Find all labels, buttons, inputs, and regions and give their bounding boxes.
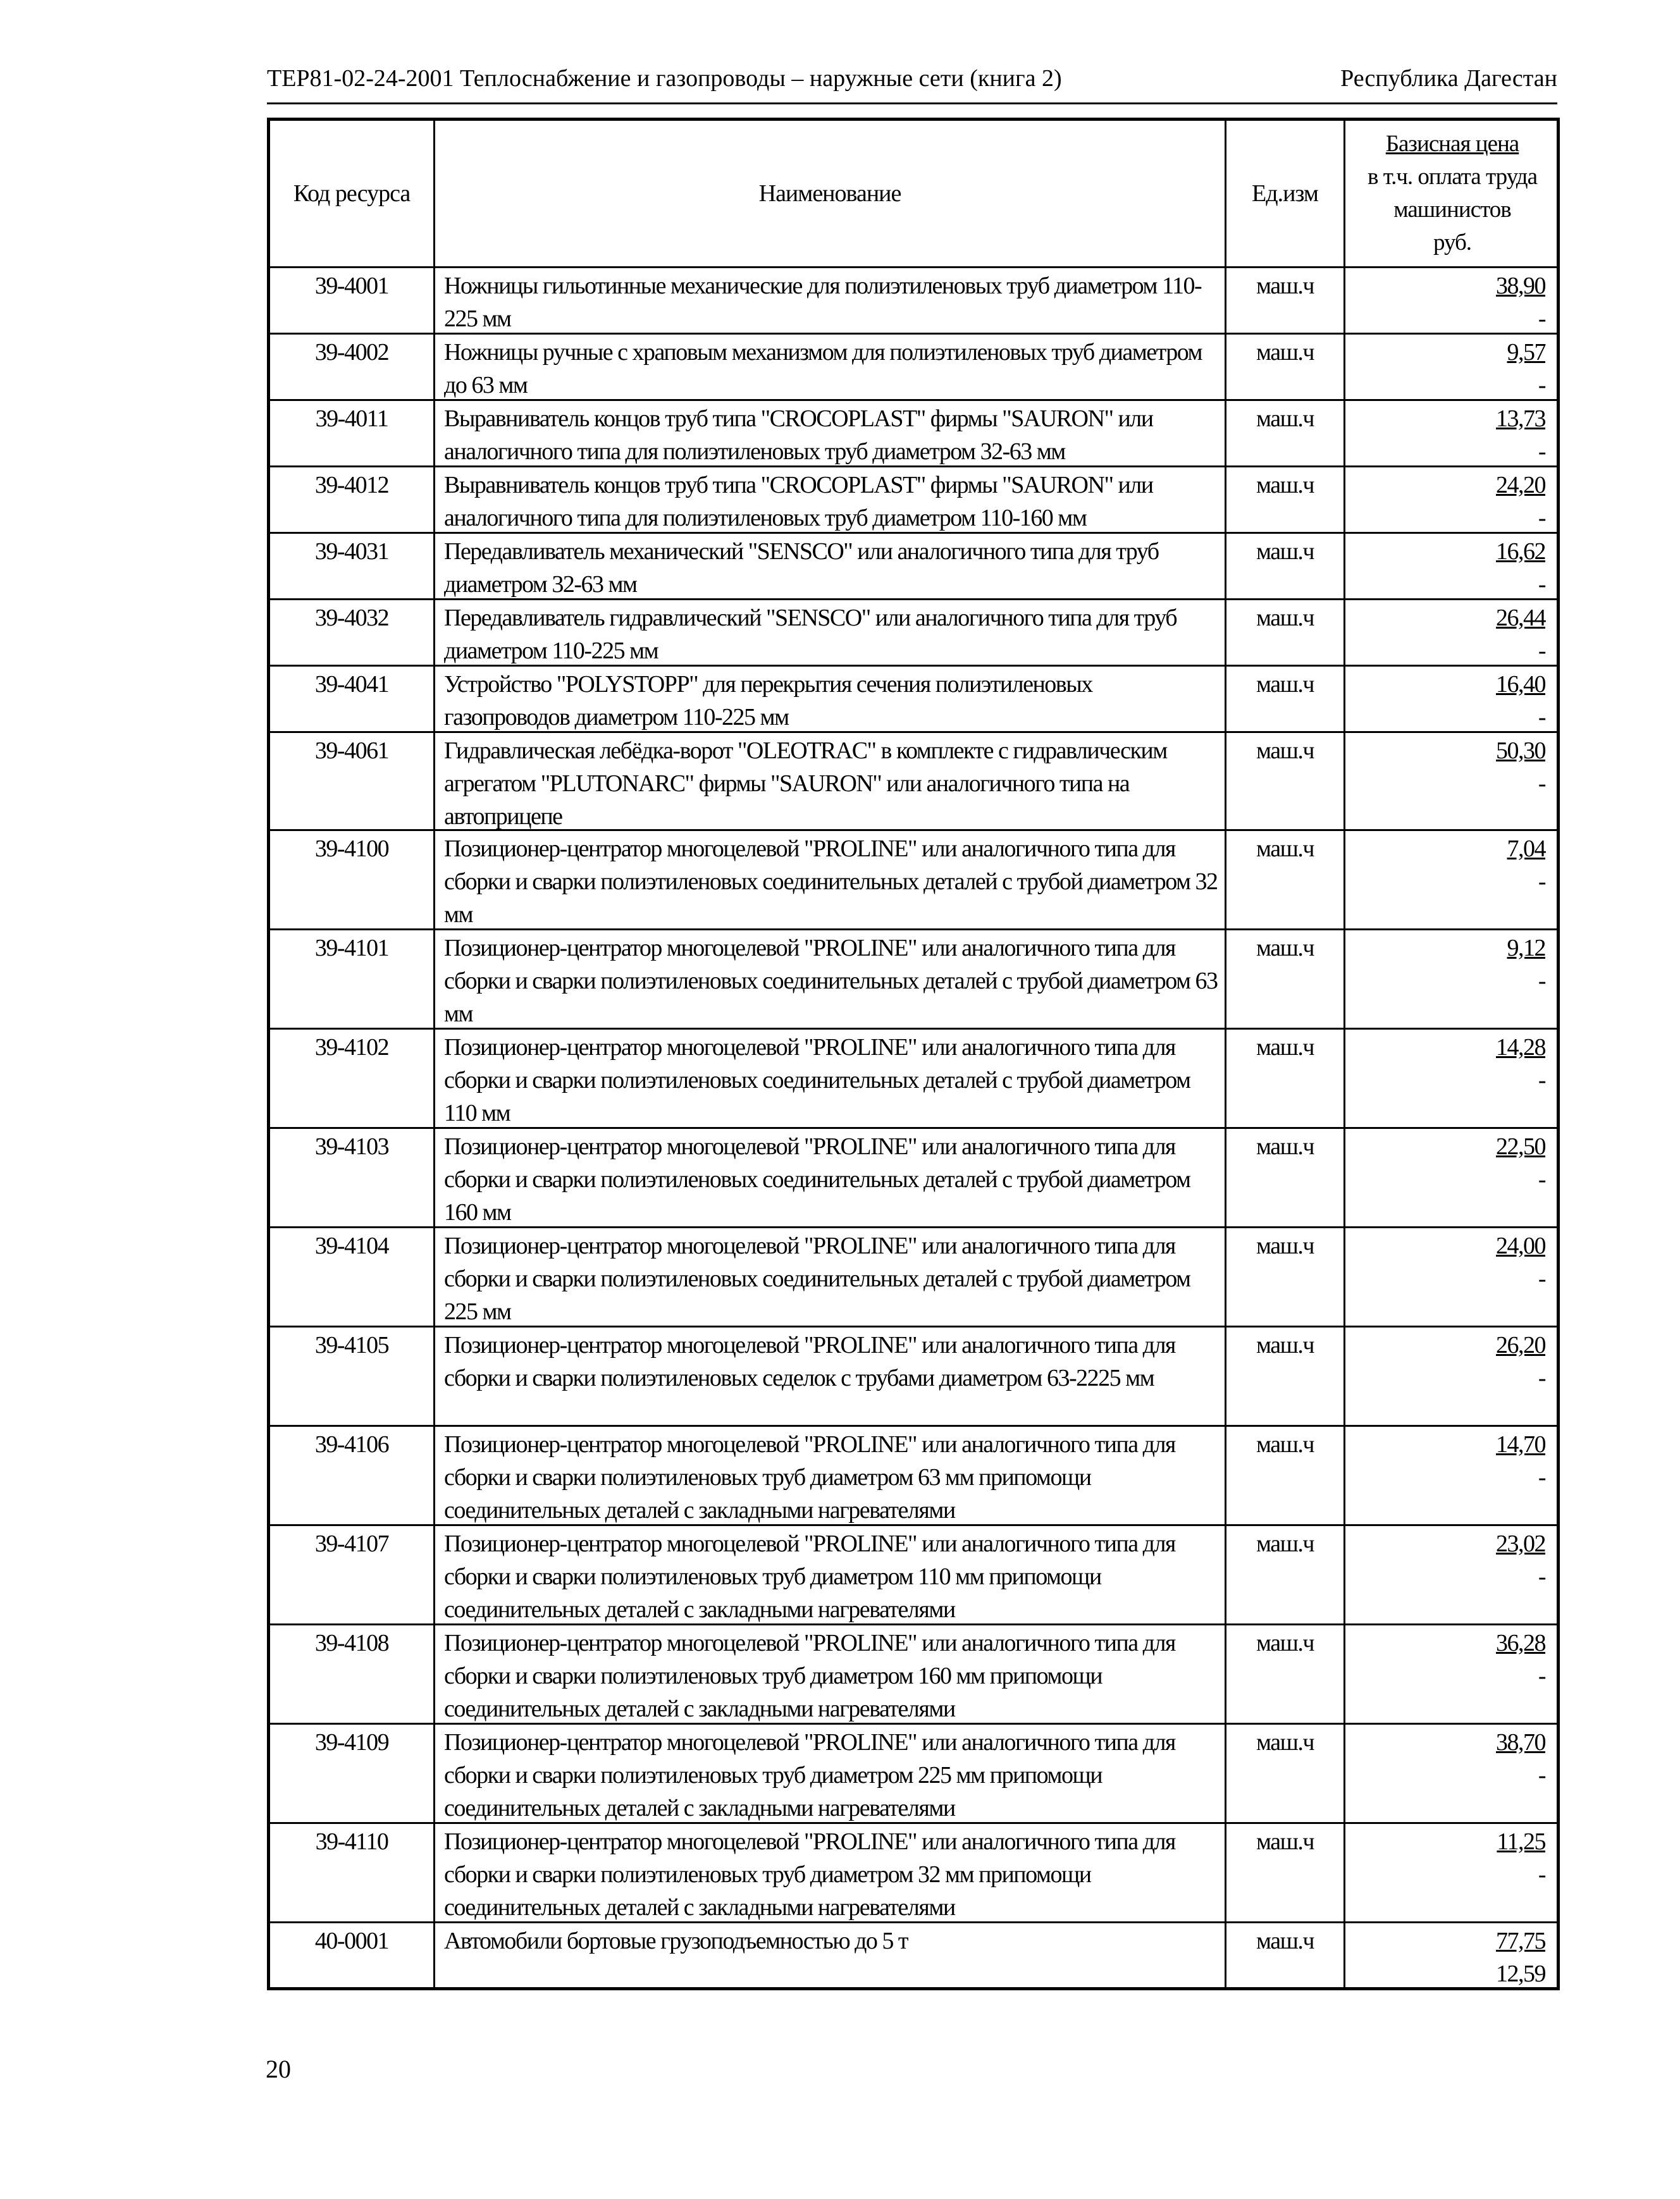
column-header-name: Наименование (758, 180, 901, 207)
labor-cost: - (1538, 438, 1545, 465)
base-price: 14,70 (1496, 1431, 1545, 1458)
base-price: 23,02 (1496, 1531, 1545, 1557)
resource-name: Выравниватель концов труб типа "CROCOPLAST" фирмы "SAURON" или аналогичного типа для полиэтиленовых труб диаметром 110-160 мм (444, 472, 1153, 531)
table-row (270, 930, 1557, 1030)
resource-unit: маш.ч (1256, 339, 1314, 366)
table-row (270, 1030, 1557, 1129)
table-row (270, 1427, 1557, 1526)
resource-price-table (267, 118, 1560, 1990)
labor-cost: - (1538, 868, 1545, 895)
resource-unit: маш.ч (1256, 605, 1314, 631)
table-row (270, 335, 1557, 401)
table-row (270, 268, 1557, 335)
resource-unit: маш.ч (1256, 1828, 1314, 1855)
base-price: 38,70 (1496, 1729, 1545, 1756)
resource-name: Гидравлическая лебёдка-ворот "OLEOTRAC" в комплекте с гидравлическим агрегатом "PLUTONARC" фирмы "SAURON" или аналогичного типа на автоприцепе (444, 737, 1167, 830)
labor-cost: - (1538, 1663, 1545, 1689)
resource-price (1345, 1327, 1545, 1395)
resource-unit: маш.ч (1256, 538, 1314, 565)
base-price: 16,40 (1496, 671, 1545, 698)
base-price: 24,20 (1496, 472, 1545, 498)
resource-code: 39-4011 (315, 405, 388, 432)
resource-name: Ножницы ручные с храповым механизмом для полиэтиленовых труб диаметром до 63 мм (444, 339, 1202, 398)
table-row (270, 1327, 1557, 1427)
table-row (270, 1923, 1557, 1987)
resource-code: 39-4104 (314, 1233, 389, 1259)
resource-price (1345, 1129, 1545, 1196)
table-row (270, 1526, 1557, 1625)
table-row (270, 534, 1557, 600)
resource-price (1345, 831, 1545, 898)
resource-code: 39-4031 (314, 538, 389, 565)
base-price: 9,57 (1507, 339, 1545, 366)
resource-name: Позиционер-центратор многоцелевой "PROLINE" или аналогичного типа для сборки и сварки полиэтиленовых седелок с трубами диаметром 63-2225 мм (444, 1332, 1175, 1391)
resource-name: Позиционер-центратор многоцелевой "PROLINE" или аналогичного типа для сборки и сварки полиэтиленовых соединительных деталей с трубой диаметром 110 мм (444, 1034, 1190, 1126)
resource-code: 39-4041 (314, 671, 389, 698)
table-row (270, 733, 1557, 831)
resource-name: Позиционер-центратор многоцелевой "PROLINE" или аналогичного типа для сборки и сварки полиэтиленовых труб диаметром 160 мм припомощи соединительных деталей с закладными нагревателями (444, 1630, 1175, 1722)
base-price: 9,12 (1507, 935, 1545, 961)
base-price: 22,50 (1496, 1133, 1545, 1160)
resource-price (1345, 401, 1545, 468)
table-row (270, 1228, 1557, 1327)
table-row (270, 1625, 1557, 1725)
resource-price (1345, 335, 1545, 402)
resource-unit: маш.ч (1256, 273, 1314, 299)
resource-unit: маш.ч (1256, 1630, 1314, 1656)
price-title: Базисная цена (1385, 131, 1519, 157)
column-header-unit: Ед.изм (1252, 180, 1318, 207)
base-price: 13,73 (1496, 405, 1545, 432)
resource-code: 39-4102 (314, 1034, 389, 1061)
resource-code: 39-4001 (314, 273, 389, 299)
resource-unit: маш.ч (1256, 1233, 1314, 1259)
base-price: 36,28 (1496, 1630, 1545, 1656)
table-header (270, 121, 1557, 268)
labor-cost: - (1538, 1563, 1545, 1590)
resource-name: Автомобили бортовые грузоподъемностью до 5 т (444, 1928, 908, 1954)
resource-unit: маш.ч (1256, 935, 1314, 961)
resource-unit: маш.ч (1256, 405, 1314, 432)
resource-price (1345, 1526, 1545, 1593)
labor-cost: - (1538, 372, 1545, 398)
resource-code: 39-4109 (314, 1729, 389, 1756)
resource-price (1345, 600, 1545, 667)
resource-name: Позиционер-центратор многоцелевой "PROLINE" или аналогичного типа для сборки и сварки полиэтиленовых труб диаметром 32 мм припомощи соединительных деталей с закладными нагревателями (444, 1828, 1175, 1921)
resource-price (1345, 1030, 1545, 1097)
resource-code: 39-4032 (314, 605, 389, 631)
resource-name: Передавливатель механический "SENSCO" или аналогичного типа для труб диаметром 32-63 мм (444, 538, 1159, 598)
resource-code: 39-4105 (314, 1332, 389, 1358)
resource-name: Позиционер-центратор многоцелевой "PROLINE" или аналогичного типа для сборки и сварки полиэтиленовых соединительных деталей с трубой диаметром 63 мм (444, 935, 1218, 1027)
resource-code: 39-4110 (315, 1828, 388, 1855)
resource-name: Позиционер-центратор многоцелевой "PROLINE" или аналогичного типа для сборки и сварки полиэтиленовых труб диаметром 225 мм припомощи соединительных деталей с закладными нагревателями (444, 1729, 1175, 1821)
resource-price (1345, 1228, 1545, 1295)
resource-price (1345, 1824, 1545, 1891)
page-header (267, 65, 1557, 102)
resource-name: Ножницы гильотинные механические для полиэтиленовых труб диаметром 110-225 мм (444, 273, 1202, 332)
resource-unit: маш.ч (1256, 1332, 1314, 1358)
resource-code: 39-4100 (314, 835, 389, 862)
resource-name: Позиционер-центратор многоцелевой "PROLINE" или аналогичного типа для сборки и сварки полиэтиленовых соединительных деталей с трубой диаметром 32 мм (444, 835, 1218, 928)
labor-cost: - (1538, 1464, 1545, 1491)
base-price: 38,90 (1496, 273, 1545, 299)
document-title: ТЕР81-02-24-2001 Теплоснабжение и газопроводы – наружные сети (книга 2) (267, 65, 1062, 92)
resource-code: 39-4101 (314, 935, 389, 961)
column-header-price (1345, 121, 1559, 266)
table-row (270, 401, 1557, 467)
labor-cost: - (1538, 1762, 1545, 1789)
resource-unit: маш.ч (1256, 737, 1314, 764)
resource-unit: маш.ч (1256, 1431, 1314, 1458)
labor-cost: - (1538, 770, 1545, 797)
resource-price (1345, 467, 1545, 534)
table-row (270, 667, 1557, 733)
resource-price (1345, 667, 1545, 734)
labor-cost: - (1538, 1067, 1545, 1093)
resource-unit: маш.ч (1256, 1729, 1314, 1756)
labor-cost: - (1538, 1266, 1545, 1292)
base-price: 7,04 (1507, 835, 1545, 862)
resource-price (1345, 1923, 1545, 1990)
labor-cost: - (1538, 505, 1545, 531)
resource-price (1345, 1725, 1545, 1792)
table-row (270, 1824, 1557, 1923)
labor-cost: 12,59 (1496, 1961, 1545, 1987)
base-price: 50,30 (1496, 737, 1545, 764)
resource-name: Передавливатель гидравлический "SENSCO" или аналогичного типа для труб диаметром 110-225 мм (444, 605, 1177, 664)
labor-cost: - (1538, 1861, 1545, 1888)
resource-name: Позиционер-центратор многоцелевой "PROLINE" или аналогичного типа для сборки и сварки полиэтиленовых соединительных деталей с трубой диаметром 225 мм (444, 1233, 1190, 1325)
table-row (270, 1725, 1557, 1824)
header-rule (267, 102, 1557, 104)
resource-code: 39-4103 (314, 1133, 389, 1160)
base-price: 16,62 (1496, 538, 1545, 565)
table-row (270, 831, 1557, 930)
table-row (270, 600, 1557, 667)
resource-name: Позиционер-центратор многоцелевой "PROLINE" или аналогичного типа для сборки и сварки полиэтиленовых труб диаметром 63 мм припомощи соединительных деталей с закладными нагревателями (444, 1431, 1175, 1524)
resource-price (1345, 534, 1545, 601)
table-row (270, 1129, 1557, 1228)
labor-cost: - (1538, 305, 1545, 332)
price-subtitle-3: руб. (1433, 230, 1472, 256)
labor-cost: - (1538, 1365, 1545, 1391)
base-price: 26,20 (1496, 1332, 1545, 1358)
resource-unit: маш.ч (1256, 835, 1314, 862)
resource-name: Устройство "POLYSTOPP" для перекрытия сечения полиэтиленовых газопроводов диаметром 110-225 мм (444, 671, 1092, 730)
resource-price (1345, 733, 1545, 800)
resource-name: Позиционер-центратор многоцелевой "PROLINE" или аналогичного типа для сборки и сварки полиэтиленовых соединительных деталей с трубой диаметром 160 мм (444, 1133, 1190, 1226)
resource-name: Выравниватель концов труб типа "CROCOPLAST" фирмы "SAURON" или аналогичного типа для полиэтиленовых труб диаметром 32-63 мм (444, 405, 1153, 465)
base-price: 14,28 (1496, 1034, 1545, 1061)
base-price: 26,44 (1496, 605, 1545, 631)
resource-code: 39-4108 (314, 1630, 389, 1656)
labor-cost: - (1538, 968, 1545, 994)
resource-unit: маш.ч (1256, 1531, 1314, 1557)
column-header-code: Код ресурса (293, 180, 411, 207)
base-price: 11,25 (1497, 1828, 1545, 1855)
region-name: Республика Дагестан (1340, 65, 1557, 92)
resource-code: 39-4012 (314, 472, 389, 498)
labor-cost: - (1538, 704, 1545, 730)
resource-price (1345, 1625, 1545, 1692)
base-price: 77,75 (1496, 1928, 1545, 1954)
resource-price (1345, 930, 1545, 997)
labor-cost: - (1538, 638, 1545, 664)
table-row (270, 467, 1557, 534)
resource-code: 39-4002 (314, 339, 389, 366)
resource-unit: маш.ч (1256, 671, 1314, 698)
resource-code: 39-4106 (314, 1431, 389, 1458)
page-number: 20 (266, 2055, 291, 2083)
price-subtitle-2: машинистов (1393, 197, 1511, 223)
resource-unit: маш.ч (1256, 1928, 1314, 1954)
resource-code: 39-4107 (314, 1531, 389, 1557)
resource-price (1345, 268, 1545, 335)
resource-price (1345, 1427, 1545, 1494)
resource-code: 40-0001 (314, 1928, 389, 1954)
labor-cost: - (1538, 1166, 1545, 1193)
resource-unit: маш.ч (1256, 1133, 1314, 1160)
base-price: 24,00 (1496, 1233, 1545, 1259)
resource-unit: маш.ч (1256, 1034, 1314, 1061)
resource-unit: маш.ч (1256, 472, 1314, 498)
table-body (270, 268, 1557, 1987)
resource-code: 39-4061 (314, 737, 389, 764)
resource-name: Позиционер-центратор многоцелевой "PROLINE" или аналогичного типа для сборки и сварки полиэтиленовых труб диаметром 110 мм припомощи соединительных деталей с закладными нагревателями (444, 1531, 1175, 1623)
labor-cost: - (1538, 571, 1545, 598)
price-subtitle-1: в т.ч. оплата труда (1367, 164, 1538, 190)
